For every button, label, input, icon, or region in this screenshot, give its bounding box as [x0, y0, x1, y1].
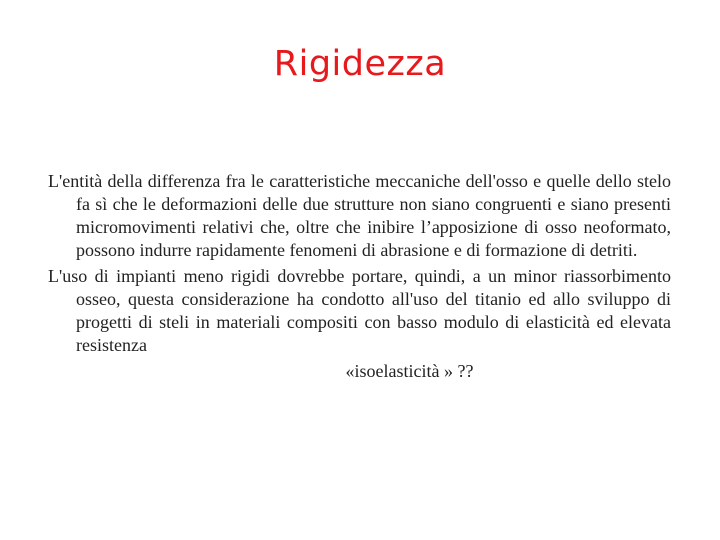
paragraph-less-rigid-implants: L'uso di impianti meno rigidi dovrebbe portare, quindi, a un minor riassorbimento osseo, questa considerazione ha condotto all'uso del titanio ed allo sviluppo di progetti di steli in materiali compositi con basso modulo di elasticità ed elevata resistenza — [48, 266, 671, 355]
slide-title: Rigidezza — [273, 44, 447, 84]
paragraph-stiffness-difference: L'entità della differenza fra le caratteristiche meccaniche dell'osso e quelle dello stelo fa sì che le deformazioni delle due strutture non siano congruenti e siano presenti micromovimenti relativi che, oltre che inibire l’apposizione di osso neoformato, possono indurre rapidamente fenomeni di abrasione e di formazione di detriti. — [48, 171, 671, 260]
isoelasticity-note: «isoelasticità » ?? — [345, 361, 474, 381]
slide-body — [48, 170, 671, 383]
